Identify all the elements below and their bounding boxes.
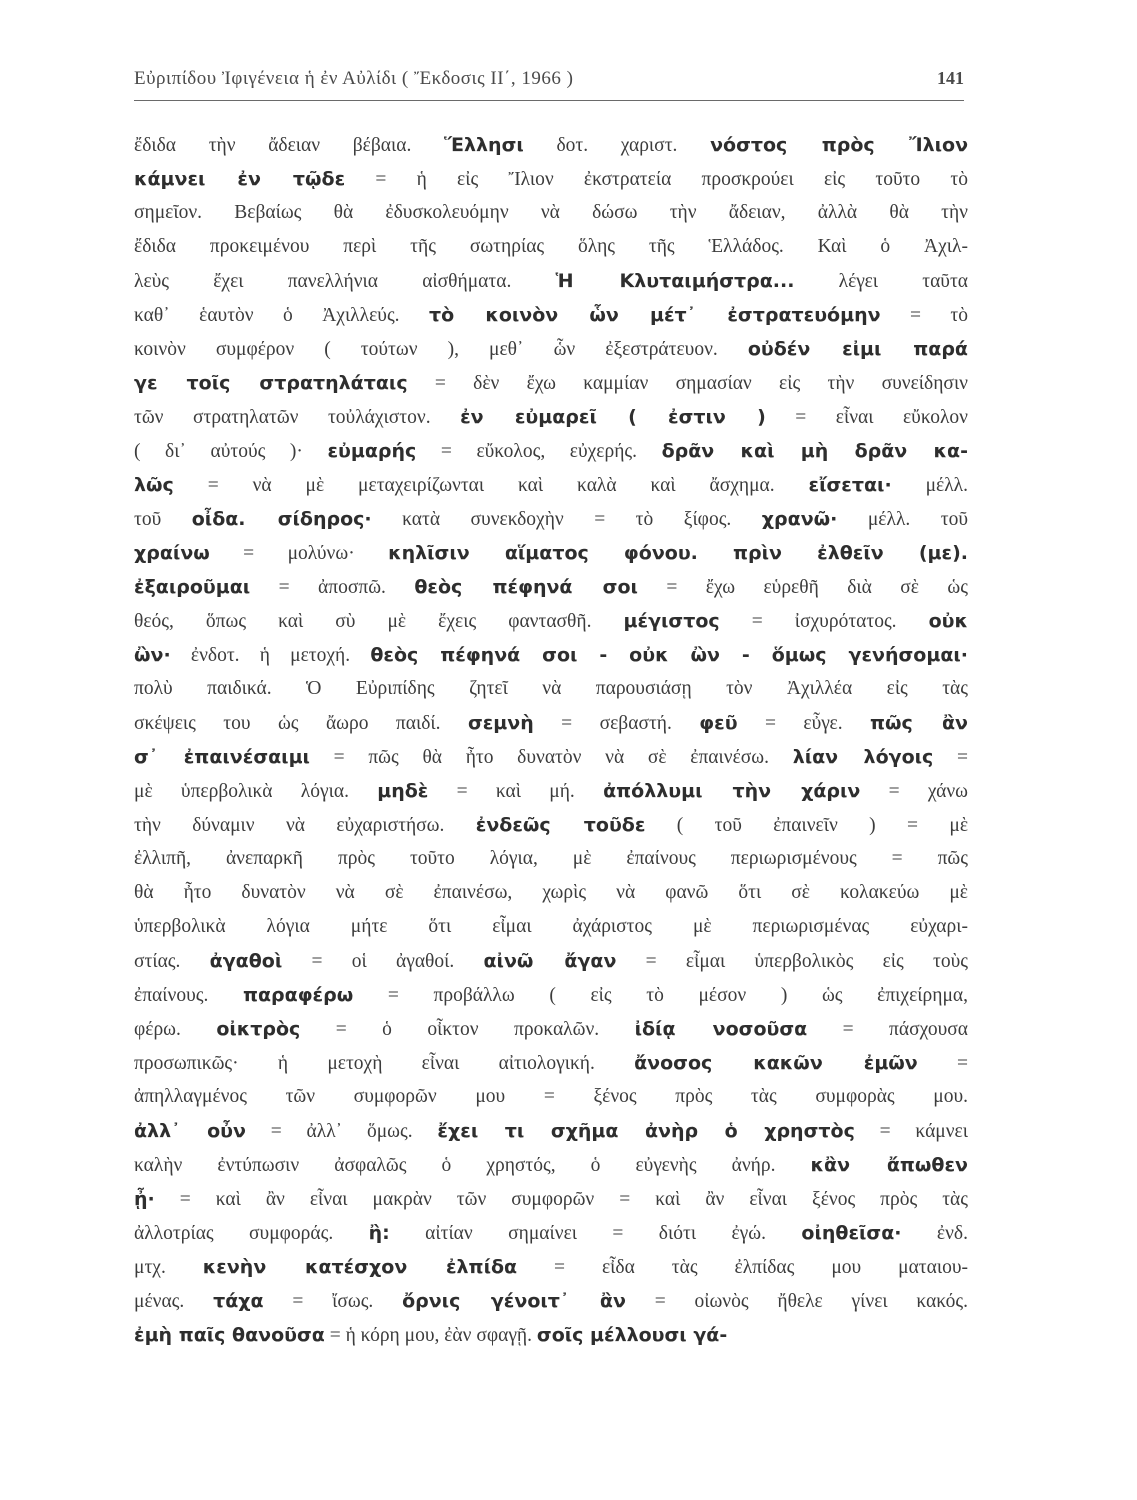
lemma-term: κενὴν κατέσχον ἐλπίδα (202, 1256, 518, 1278)
lemma-term: χρανῶ· (761, 508, 838, 530)
gloss-text: = ἡ κόρη μου, ἐὰν σφαγῇ. (324, 1325, 537, 1346)
lemma-term: φεῦ (699, 712, 738, 734)
gloss-text: ἐνδοτ. ἡ μετοχή. (170, 645, 371, 666)
gloss-text: κατὰ συνεκδοχὴν = τὸ ξίφος. (371, 509, 762, 530)
lemma-term: κάμνει ἐν τῷδε (134, 168, 346, 190)
text-line (134, 264, 968, 298)
lemma-term: ὄρνις γένοιτ᾽ ἂν (402, 1290, 626, 1312)
text-line (134, 1046, 968, 1080)
text-line (134, 366, 968, 400)
lemma-term: θεὸς πέφηνά σοι (414, 576, 638, 598)
gloss-text: ἀπηλλαγμένος τῶν συμφορῶν μου = ξένος πρὸς τὰς συμφορὰς μου. (134, 1086, 968, 1107)
commentary-text (134, 128, 968, 1352)
gloss-text: αἰτίαν σημαίνει = διότι ἐγώ. (389, 1223, 802, 1244)
gloss-text: μέλλ. (891, 475, 968, 496)
gloss-text: = ἴσως. (263, 1291, 403, 1312)
gloss-text: = δὲν ἔχω καμμίαν σημασίαν εἰς τὴν συνείδησιν (407, 373, 968, 394)
gloss-text: = εἶμαι ὑπερβολικὸς εἰς τοὺς (616, 951, 968, 972)
lemma-term: Ἕλλησι (444, 134, 524, 156)
text-line (134, 332, 968, 366)
lemma-term: ἢ: (368, 1222, 390, 1244)
lemma-term: μέγιστος (623, 610, 720, 632)
text-line (134, 706, 968, 740)
gloss-text: = εἶναι εὔκολον (765, 407, 968, 428)
text-line (134, 196, 968, 230)
gloss-text: = ἀποσπῶ. (250, 577, 415, 598)
text-line (134, 1148, 968, 1182)
gloss-text: μὲ ὑπερβολικὰ λόγια. (134, 781, 378, 802)
gloss-text: ἐλλιπῆ, ἀνεπαρκῆ πρὸς τοῦτο λόγια, μὲ ἐπαίνους περιωρισμένους = πῶς (134, 848, 968, 869)
gloss-text: = (917, 1053, 968, 1074)
gloss-text: = προβάλλω ( εἰς τὸ μέσον ) ὡς ἐπιχείρημα, (353, 985, 968, 1006)
lemma-term: κἂν ἄπωθεν (810, 1154, 968, 1176)
gloss-text: = (933, 747, 968, 768)
text-line (134, 468, 968, 502)
gloss-text: σημεῖον. Βεβαίως θὰ ἐδυσκολευόμην νὰ δώσω τὴν ἄδειαν, ἀλλὰ θὰ τὴν (134, 202, 968, 223)
lemma-term: τάχα (213, 1290, 264, 1312)
lemma-term: τὸ κοινὸν ὧν μέτ᾽ ἐστρατευόμην (428, 304, 881, 326)
text-line (134, 230, 968, 264)
gloss-text: φέρω. (134, 1019, 217, 1040)
lemma-term: χραίνω (134, 542, 210, 564)
gloss-text: μέλλ. τοῦ (837, 509, 968, 530)
lemma-term: θεὸς πέφηνά σοι - οὐκ ὢν - ὅμως γενήσομαι· (370, 644, 968, 666)
gloss-text: = εὖγε. (737, 713, 871, 734)
gloss-text: καλὴν ἐντύπωσιν ἀσφαλῶς ὁ χρηστός, ὁ εὐγενὴς ἀνήρ. (134, 1155, 811, 1176)
header-rule (134, 100, 964, 101)
lemma-term: αἰνῶ ἄγαν (483, 950, 617, 972)
lemma-term: λίαν λόγοις (792, 746, 934, 768)
lemma-term: ἀλλ᾽ οὖν (134, 1120, 246, 1142)
gloss-text: = οἱ ἀγαθοί. (282, 951, 484, 972)
lemma-term: εἴσεται· (808, 474, 892, 496)
lemma-term: οὐδέν εἰμι παρά (747, 338, 968, 360)
gloss-text: = χάνω (860, 781, 968, 802)
gloss-text: = καὶ ἂν εἶναι μακρὰν τῶν συμφορῶν = καὶ ἂν εἶναι ξένος πρὸς τὰς (154, 1189, 968, 1210)
lemma-term: σεμνὴ (467, 712, 534, 734)
text-line (134, 400, 968, 434)
lemma-term: ἀγαθοὶ (209, 950, 283, 972)
text-line (134, 502, 968, 536)
lemma-term: πῶς ἂν (870, 712, 968, 734)
gloss-text: ἔδιδα τὴν ἄδειαν βέβαια. (134, 135, 444, 156)
gloss-text: ὑπερβολικὰ λόγια μήτε ὅτι εἶμαι ἀχάριστος μὲ περιωρισμένας εὐχαρι- (134, 916, 968, 937)
gloss-text: λεὺς ἔχει πανελλήνια αἰσθήματα. (134, 271, 556, 292)
lemma-term: ἐξαιροῦμαι (134, 576, 251, 598)
gloss-text: ( τοῦ ἐπαινεῖν ) = μὲ (645, 815, 968, 836)
lemma-term: οὐκ (928, 610, 968, 632)
gloss-text: λέγει ταῦτα (794, 271, 968, 292)
lemma-term: ἰδίᾳ νοσοῦσα (634, 1018, 808, 1040)
text-line (134, 298, 968, 332)
gloss-text: πολὺ παιδικά. Ὁ Εὐριπίδης ζητεῖ νὰ παρουσιάσῃ τὸν Ἀχιλλέα εἰς τὰς (134, 678, 968, 699)
gloss-text: = ἡ εἰς Ἴλιον ἐκστρατεία προσκρούει εἰς τοῦτο τὸ (345, 169, 968, 190)
lemma-term: Ἡ Κλυταιμήστρα... (555, 270, 795, 292)
gloss-text: = τὸ (880, 305, 968, 326)
lemma-term: εὐμαρής (327, 440, 417, 462)
gloss-text: = εὔκολος, εὐχερής. (416, 441, 662, 462)
lemma-term: οἶδα. σίδηρος· (191, 508, 372, 530)
gloss-text: καθ᾽ ἑαυτὸν ὁ Ἀχιλλεύς. (134, 305, 429, 326)
gloss-text: μτχ. (134, 1257, 203, 1278)
text-line (134, 1284, 968, 1318)
gloss-text: ἐπαίνους. (134, 985, 243, 1006)
gloss-text: = ἔχω εὑρεθῆ διὰ σὲ ὡς (637, 577, 968, 598)
gloss-text: = μολύνω· (209, 543, 389, 564)
gloss-text: τῶν στρατηλατῶν τοὐλάχιστον. (134, 407, 461, 428)
gloss-text: ἐνδ. (901, 1223, 968, 1244)
text-line (134, 774, 968, 808)
gloss-text: στίας. (134, 951, 210, 972)
text-line (134, 978, 968, 1012)
lemma-term: οἰηθεῖσα· (801, 1222, 902, 1244)
lemma-term: οἰκτρὸς (216, 1018, 301, 1040)
text-line (134, 536, 968, 570)
lemma-term: δρᾶν καὶ μὴ δρᾶν κα- (661, 440, 968, 462)
gloss-text: = κάμνει (854, 1121, 968, 1142)
running-title: Εὐριπίδου Ἰφιγένεια ἡ ἐν Αὐλίδι ( Ἔκδοσις ΙΙ΄, 1966 ) (134, 68, 574, 89)
gloss-text: = σεβαστή. (533, 713, 700, 734)
gloss-text: προσωπικῶς· ἡ μετοχὴ εἶναι αἰτιολογική. (134, 1053, 635, 1074)
gloss-text: σκέψεις του ὡς ἄωρο παιδί. (134, 713, 468, 734)
running-header (134, 62, 964, 102)
lemma-term: μηδὲ (377, 780, 429, 802)
gloss-text: = ἰσχυρότατος. (719, 611, 929, 632)
text-line (134, 1250, 968, 1284)
gloss-text: = καὶ μή. (428, 781, 604, 802)
text-line (134, 1080, 968, 1114)
text-line (134, 638, 968, 672)
page-number: 141 (937, 68, 964, 88)
lemma-term: ἄνοσος κακῶν ἐμῶν (634, 1052, 918, 1074)
text-line (134, 1182, 968, 1216)
text-line (134, 910, 968, 944)
gloss-text: = εἶδα τὰς ἐλπίδας μου ματαιου- (517, 1257, 968, 1278)
lemma-term: γε τοῖς στρατηλάταις (134, 372, 408, 394)
gloss-text: δοτ. χαριστ. (523, 135, 711, 156)
lemma-term: ἀπόλλυμι τὴν χάριν (603, 780, 861, 802)
lemma-term: ἐνδεῶς τοῦδε (475, 814, 646, 836)
gloss-text: τὴν δύναμιν νὰ εὐχαριστήσω. (134, 815, 476, 836)
lemma-term: ἐμὴ παῖς θανοῦσα (134, 1324, 325, 1346)
text-line (134, 876, 968, 910)
text-line (134, 434, 968, 468)
gloss-text: θεός, ὅπως καὶ σὺ μὲ ἔχεις φαντασθῆ. (134, 611, 624, 632)
lemma-term: ᾖ· (134, 1188, 155, 1210)
gloss-text: = ἀλλ᾽ ὅμως. (245, 1121, 438, 1142)
lemma-term: ὢν· (134, 644, 171, 666)
text-line (134, 162, 968, 196)
text-line (134, 740, 968, 774)
text-line (134, 944, 968, 978)
gloss-text: = νὰ μὲ μεταχειρίζωνται καὶ καλὰ καὶ ἄσχημα. (173, 475, 809, 496)
lemma-term: ἐν εὐμαρεῖ ( ἐστιν ) (460, 406, 766, 428)
text-line (134, 672, 968, 706)
lemma-term: σ᾽ ἐπαινέσαιμι (134, 746, 310, 768)
text-line (134, 1012, 968, 1046)
lemma-term: σοῖς μέλλουσι γά- (536, 1324, 728, 1346)
gloss-text: μένας. (134, 1291, 214, 1312)
gloss-text: = ὁ οἶκτον προκαλῶν. (300, 1019, 635, 1040)
gloss-text: ( δι᾽ αὐτούς )· (134, 441, 328, 462)
text-line (134, 1114, 968, 1148)
text-line (134, 1318, 968, 1352)
text-line (134, 808, 968, 842)
gloss-text: = πῶς θὰ ἦτο δυνατὸν νὰ σὲ ἐπαινέσω. (309, 747, 793, 768)
text-line (134, 604, 968, 638)
lemma-term: λῶς (134, 474, 174, 496)
gloss-text: ἔδιδα προκειμένου περὶ τῆς σωτηρίας ὅλης τῆς Ἑλλάδος. Καὶ ὁ Ἀχιλ- (134, 236, 968, 257)
gloss-text: κοινὸν συμφέρον ( τούτων ), μεθ᾽ ὧν ἐξεστράτευον. (134, 339, 748, 360)
gloss-text: = πάσχουσα (807, 1019, 968, 1040)
text-line (134, 128, 968, 162)
lemma-term: ἔχει τι σχῆμα ἀνὴρ ὁ χρηστὸς (437, 1120, 855, 1142)
gloss-text: ἀλλοτρίας συμφοράς. (134, 1223, 369, 1244)
text-line (134, 570, 968, 604)
text-line (134, 842, 968, 876)
text-line (134, 1216, 968, 1250)
lemma-term: νόστος πρὸς Ἴλιον (710, 134, 968, 156)
gloss-text: = οἰωνὸς ἤθελε γίνει κακός. (625, 1291, 968, 1312)
gloss-text: θὰ ἦτο δυνατὸν νὰ σὲ ἐπαινέσω, χωρὶς νὰ φανῶ ὅτι σὲ κολακεύω μὲ (134, 882, 968, 903)
gloss-text: τοῦ (134, 509, 192, 530)
lemma-term: κηλῖσιν αἵματος φόνου. πρὶν ἐλθεῖν (με). (388, 542, 968, 564)
lemma-term: παραφέρω (242, 984, 354, 1006)
